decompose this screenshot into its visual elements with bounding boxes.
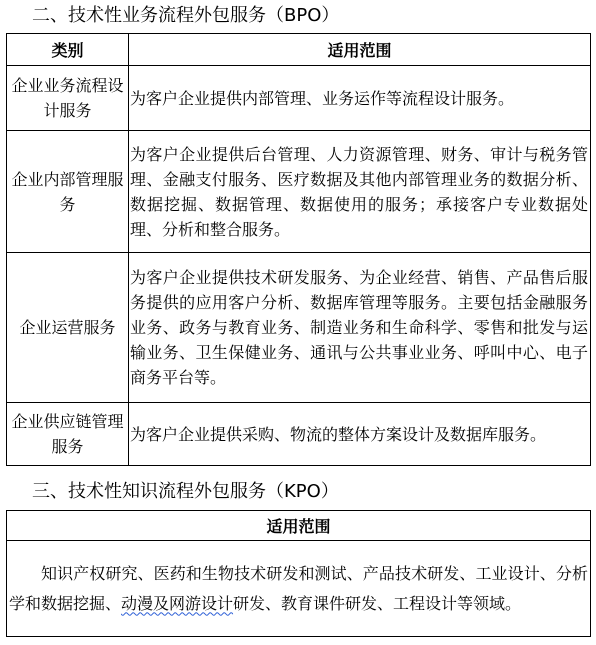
table-row [7, 131, 591, 253]
category-column-header: 类别 [7, 34, 129, 66]
category-cell: 企业内部管理服务 [7, 131, 129, 253]
category-cell: 企业供应链管理服务 [7, 403, 129, 466]
category-cell: 企业运营服务 [7, 253, 129, 403]
bpo-table [6, 33, 591, 466]
scope-cell: 为客户企业提供技术研发服务、为企业经营、销售、产品售后服务提供的应用客户分析、数据库管理等服务。主要包括金融服务业务、政务与教育业务、制造业务和生命科学、零售和批发与运输业务、卫生保健业务、通讯与公共事业业务、呼叫中心、电子商务平台等。 [129, 253, 591, 403]
table-row [7, 253, 591, 403]
table-row [7, 403, 591, 466]
scope-cell: 为客户企业提供采购、物流的整体方案设计及数据库服务。 [129, 403, 591, 466]
scope-cell: 为客户企业提供后台管理、人力资源管理、财务、审计与税务管理、金融支付服务、医疗数据及其他内部管理业务的数据分析、数据挖掘、数据管理、数据使用的服务；承接客户专业数据处理、分析和整合服务。 [129, 131, 591, 253]
kpo-scope-cell [7, 541, 591, 637]
scope-column-header: 适用范围 [7, 511, 591, 541]
kpo-scope-text-end: 研发、教育课件研发、工程设计等领域。 [233, 593, 522, 613]
spellcheck-marked-text: 动漫及网游设计 [121, 593, 234, 613]
table-row [7, 66, 591, 131]
kpo-scope-text: 知识产权研究、医药和生物技术研发和测试、产品技术研发、工业设计、分析学和数据挖掘、 [9, 563, 588, 613]
scope-cell: 为客户企业提供内部管理、业务运作等流程设计服务。 [129, 66, 591, 131]
kpo-section-heading: 三、技术性知识流程外包服务（KPO） [32, 481, 339, 502]
bpo-section-heading: 二、技术性业务流程外包服务（BPO） [32, 5, 340, 26]
scope-column-header: 适用范围 [129, 34, 591, 66]
table-header-row [7, 511, 591, 541]
kpo-table [6, 510, 591, 637]
table-row [7, 541, 591, 637]
table-header-row [7, 34, 591, 66]
category-cell: 企业业务流程设计服务 [7, 66, 129, 131]
